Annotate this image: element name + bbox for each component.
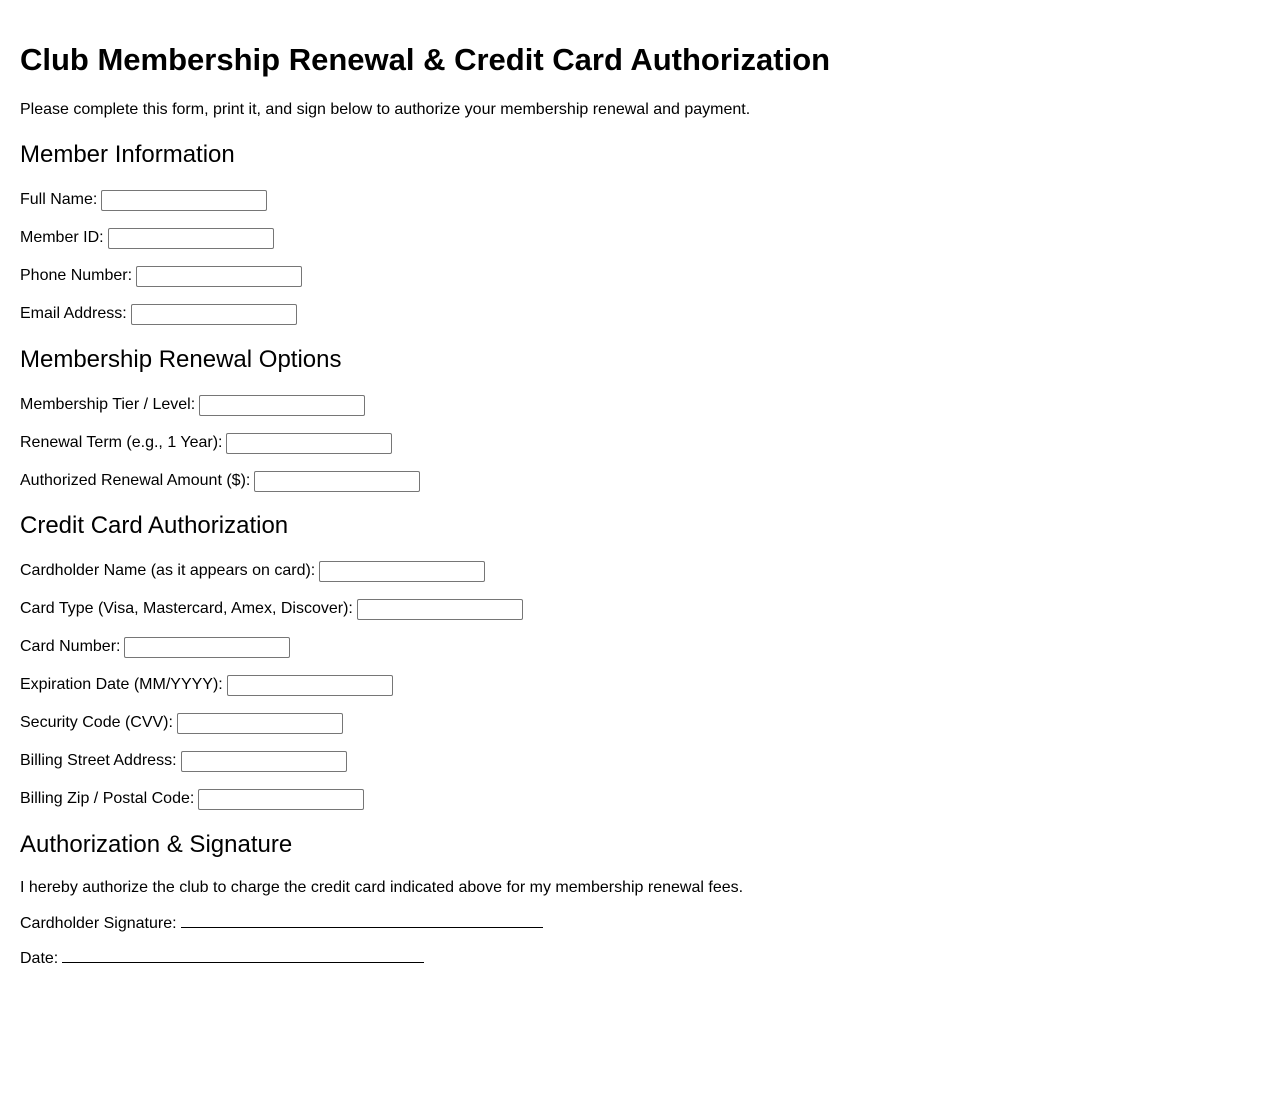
renewal-term-label: Renewal Term (e.g., 1 Year): (20, 434, 223, 451)
member-id-label: Member ID: (20, 229, 104, 246)
phone-number-input[interactable] (136, 266, 302, 287)
section-title-authorization: Authorization & Signature (20, 831, 293, 858)
full-name-input[interactable] (101, 190, 267, 211)
email-address-input[interactable] (131, 304, 297, 325)
authorization-statement: I hereby authorize the club to charge the credit card indicated above for my membership renewal fees. (20, 879, 744, 896)
renewal-amount-label: Authorized Renewal Amount ($): (20, 472, 251, 489)
date-label: Date: (20, 950, 59, 967)
field-expiration-date (20, 674, 393, 696)
renewal-amount-input[interactable] (254, 471, 420, 492)
field-billing-street (20, 750, 347, 772)
section-title-card: Credit Card Authorization (20, 512, 289, 539)
security-code-label: Security Code (CVV): (20, 714, 173, 731)
email-address-label: Email Address: (20, 305, 127, 322)
field-phone-number (20, 265, 302, 287)
billing-zip-input[interactable] (198, 789, 364, 810)
billing-zip-label: Billing Zip / Postal Code: (20, 790, 195, 807)
signature-label: Cardholder Signature: (20, 915, 177, 932)
card-number-input[interactable] (124, 637, 290, 658)
intro-text: Please complete this form, print it, and sign below to authorize your membership renewal and payment. (20, 101, 751, 118)
field-card-type (20, 598, 523, 620)
membership-tier-label: Membership Tier / Level: (20, 396, 196, 413)
signature-row (20, 913, 543, 934)
expiration-date-label: Expiration Date (MM/YYYY): (20, 676, 223, 693)
member-id-input[interactable] (108, 228, 274, 249)
card-type-input[interactable] (357, 599, 523, 620)
membership-tier-input[interactable] (199, 395, 365, 416)
field-renewal-amount (20, 470, 420, 492)
field-membership-tier (20, 394, 365, 416)
security-code-input[interactable] (177, 713, 343, 734)
section-title-member: Member Information (20, 141, 235, 168)
card-number-label: Card Number: (20, 638, 121, 655)
page-title: Club Membership Renewal & Credit Card Authorization (20, 42, 831, 77)
field-full-name (20, 189, 267, 211)
phone-number-label: Phone Number: (20, 267, 133, 284)
expiration-date-input[interactable] (227, 675, 393, 696)
full-name-label: Full Name: (20, 191, 98, 208)
field-cardholder-name (20, 560, 485, 582)
field-renewal-term (20, 432, 392, 454)
field-member-id (20, 227, 274, 249)
date-row (20, 948, 424, 969)
billing-street-input[interactable] (181, 751, 347, 772)
cardholder-name-label: Cardholder Name (as it appears on card): (20, 562, 316, 579)
signature-line (181, 913, 543, 928)
field-card-number (20, 636, 290, 658)
date-line (62, 948, 424, 963)
field-security-code (20, 712, 343, 734)
section-title-renewal: Membership Renewal Options (20, 346, 342, 373)
cardholder-name-input[interactable] (319, 561, 485, 582)
renewal-term-input[interactable] (226, 433, 392, 454)
field-billing-zip (20, 788, 364, 810)
card-type-label: Card Type (Visa, Mastercard, Amex, Discover): (20, 600, 353, 617)
billing-street-label: Billing Street Address: (20, 752, 177, 769)
field-email-address (20, 303, 297, 325)
